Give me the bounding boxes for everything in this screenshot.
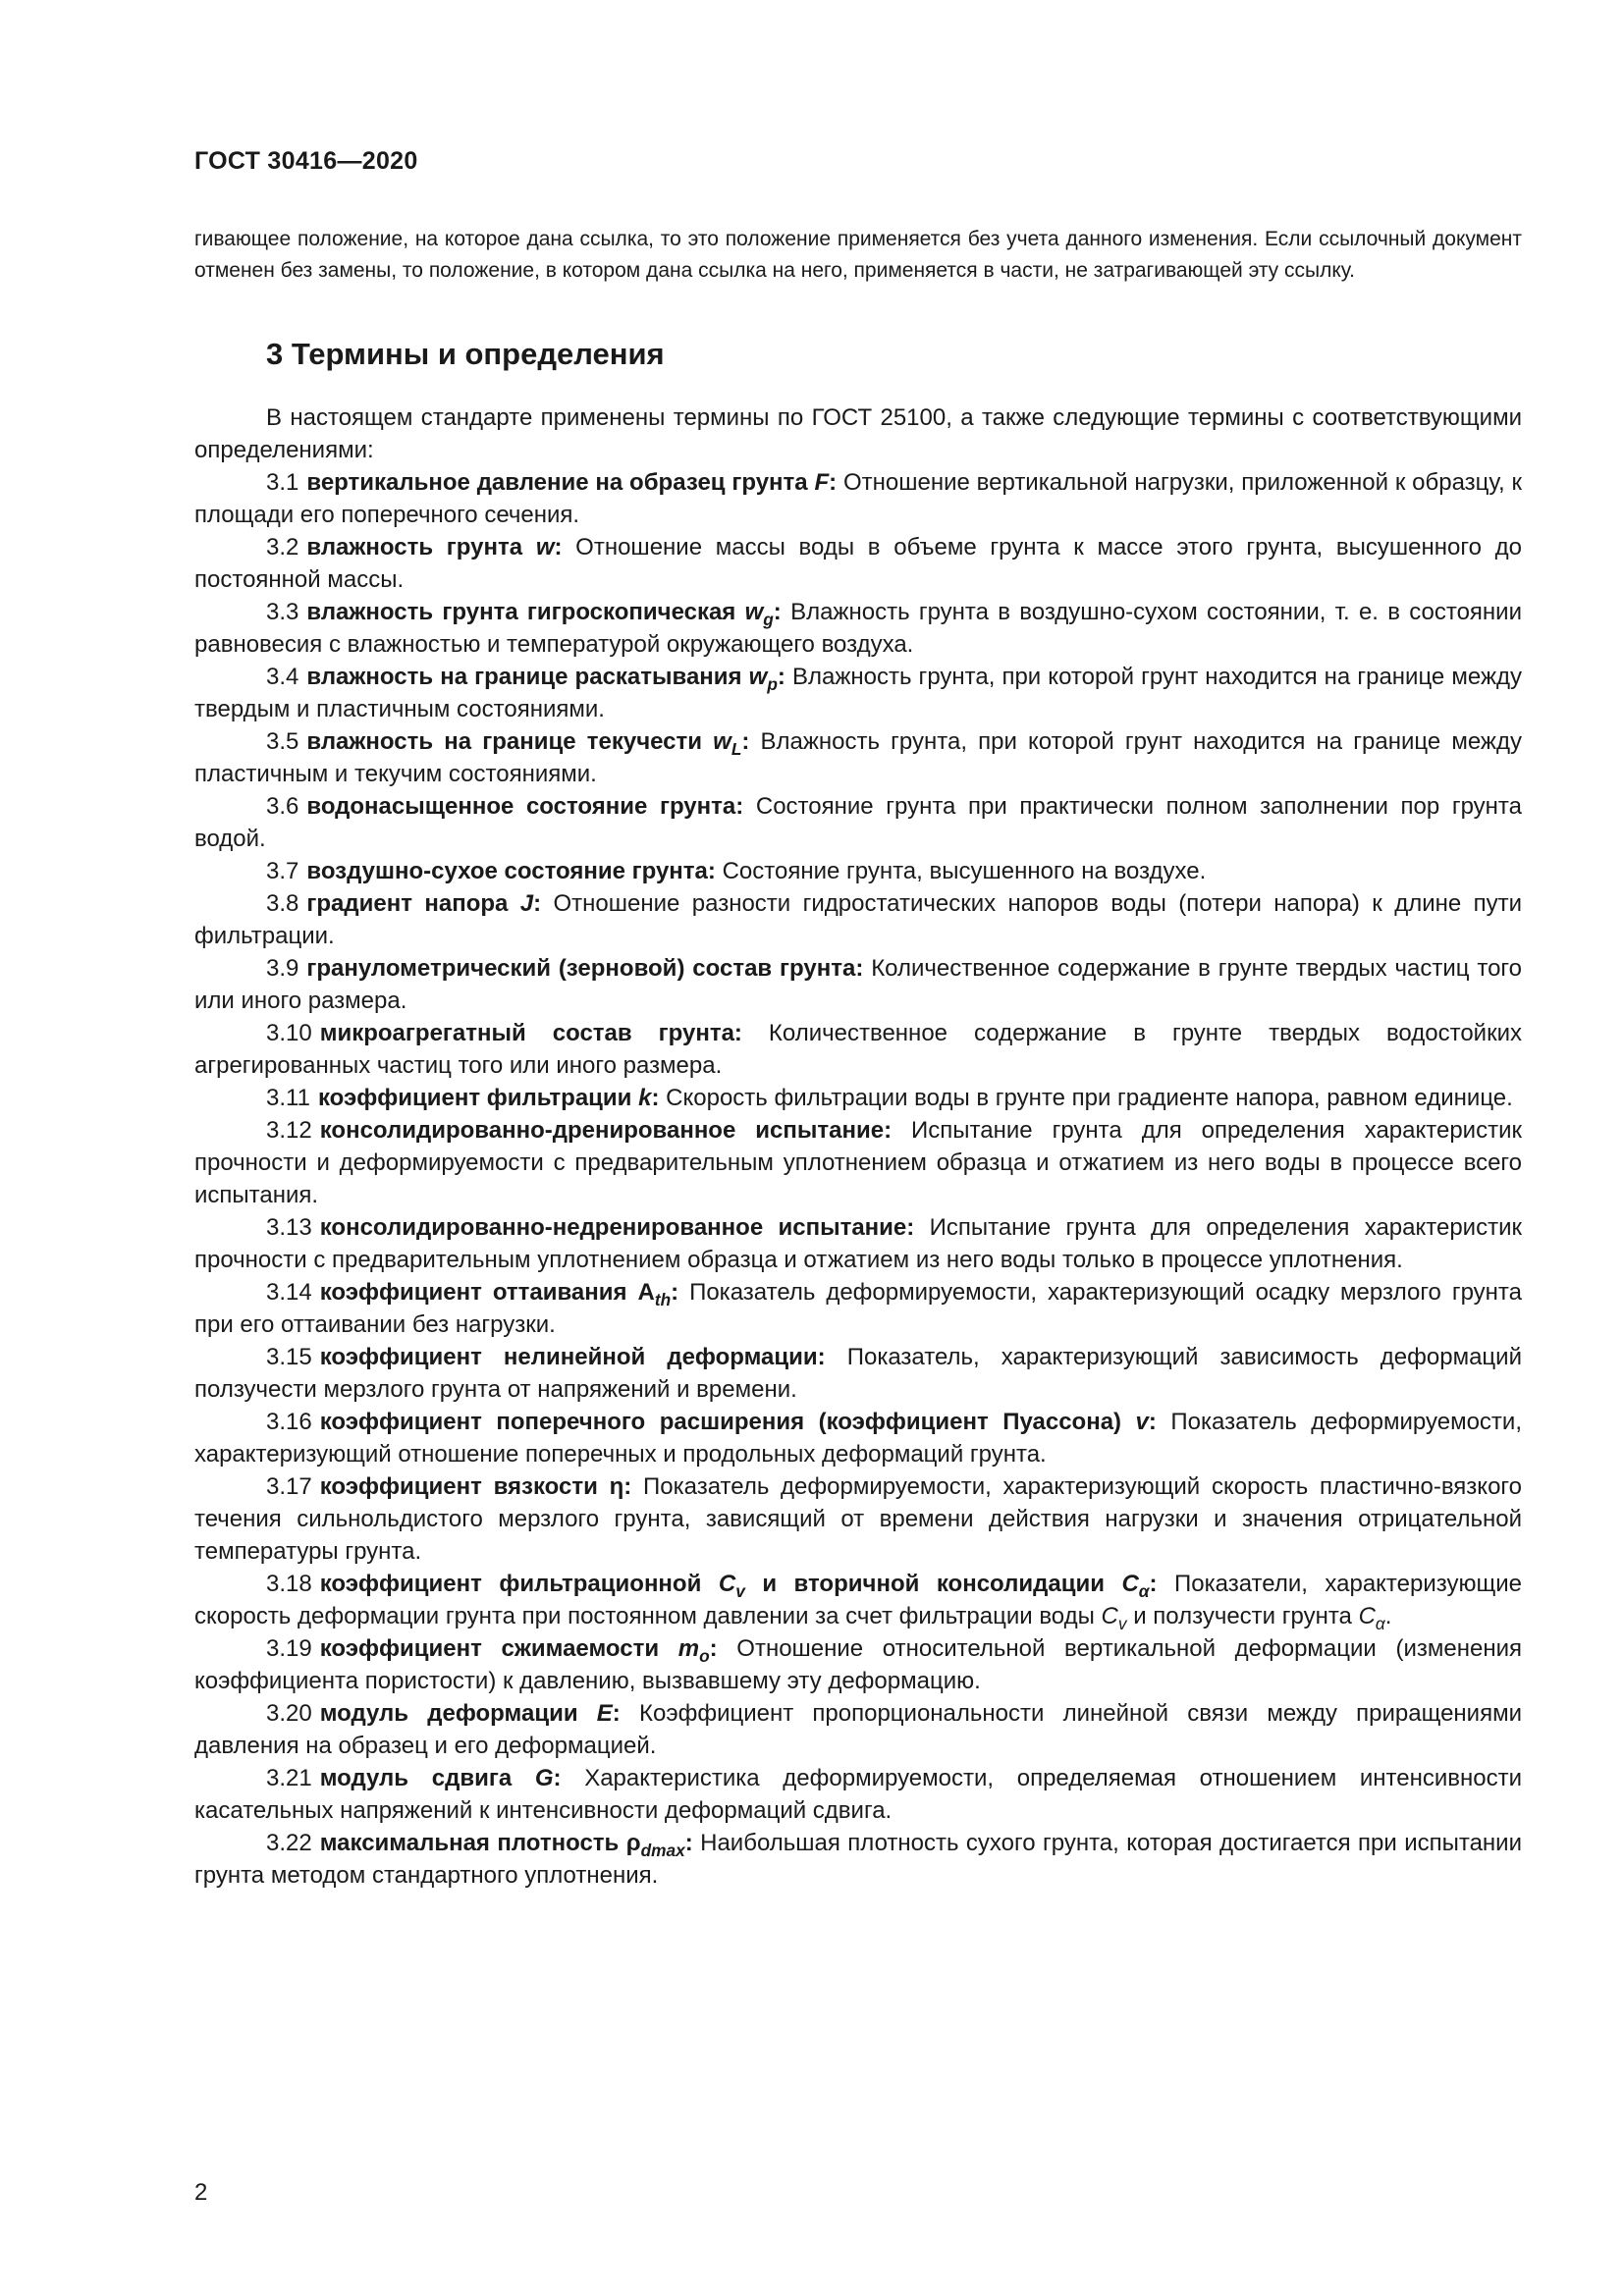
- term-symbol-base: A: [637, 1279, 655, 1306]
- terms-list: [194, 466, 1522, 1892]
- term-number: 3.3: [266, 599, 299, 625]
- term-definition: Коэффициент пропорциональности линейной связи между приращениями давления на образец и его деформацией.: [194, 1700, 1522, 1759]
- term-number: 3.21: [266, 1765, 312, 1791]
- term-3-20: [194, 1697, 1522, 1762]
- term-colon: :: [533, 890, 554, 917]
- term-name: коэффициент вязкости: [319, 1473, 598, 1500]
- term-number: 3.2: [266, 534, 299, 561]
- term-definition: Влажность грунта в воздушно-сухом состоянии, т. е. в состоянии равновесия с влажностью и температурой окружающего воздуха.: [194, 599, 1522, 658]
- term-definition: Состояние грунта при практически полном заполнении пор грунта водой.: [194, 793, 1522, 852]
- term-3-4: [194, 661, 1522, 725]
- term-colon: :: [777, 664, 792, 690]
- inline-symbol: [1358, 1603, 1385, 1634]
- term-3-7: [194, 855, 1522, 887]
- term-number: 3.6: [266, 793, 299, 820]
- term-name: влажность грунта: [306, 534, 523, 561]
- term-number: 3.8: [266, 890, 299, 917]
- term-symbol: [638, 1085, 651, 1111]
- term-definition: Показатель деформируемости, характеризующий осадку мерзлого грунта при его оттаивании без нагрузки.: [194, 1279, 1522, 1338]
- term-definition: Отношение разности гидростатических напоров воды (потери напора) к длине пути фильтрации.: [194, 890, 1522, 949]
- term-colon: :: [612, 1700, 639, 1727]
- inline-symbol-base: C: [1358, 1603, 1376, 1629]
- term-number: 3.20: [266, 1700, 312, 1727]
- term-colon: :: [671, 1279, 690, 1306]
- term-symbol-base: w: [535, 534, 555, 561]
- term-name: консолидированно-дренированное испытание: [319, 1117, 885, 1144]
- term-number: 3.16: [266, 1409, 312, 1435]
- term-name: микроагрегатный состав грунта: [319, 1020, 734, 1046]
- term-definition: Испытание грунта для определения характеристик прочности и деформируемости с предварительным уплотнением образца и отжатием из него воды в процессе всего испытания.: [194, 1117, 1522, 1208]
- page-content: [194, 224, 1522, 1892]
- term-colon: :: [884, 1117, 912, 1144]
- term-name: влажность грунта гигроскопическая: [306, 599, 736, 625]
- definition-text: и ползучести грунта: [1126, 1603, 1359, 1629]
- term-name: модуль деформации: [319, 1700, 578, 1727]
- term-symbol-subscript: o: [699, 1646, 710, 1667]
- term-definition: Влажность грунта, при которой грунт находится на границе между пластичным и текучим состояниями.: [194, 728, 1522, 787]
- term-definition: Показатель деформируемости, характеризующий скорость пластично-вязкого течения сильнольдистого мерзлого грунта, зависящий от времени действия нагрузки и значения отрицательной температуры грунта.: [194, 1473, 1522, 1565]
- term-symbol: [536, 534, 555, 561]
- term-number: 3.19: [266, 1635, 312, 1662]
- term-symbol-second-subscript: α: [1138, 1581, 1150, 1602]
- term-name: коэффициент нелинейной деформации: [319, 1344, 818, 1370]
- term-colon: :: [829, 469, 843, 496]
- term-symbol-base: k: [638, 1085, 652, 1111]
- term-colon: :: [733, 1020, 769, 1046]
- term-name: влажность на границе раскатывания: [306, 664, 742, 690]
- term-symbol: [610, 1473, 624, 1500]
- term-symbol: [597, 1700, 613, 1727]
- term-name: градиент напора: [306, 890, 509, 917]
- term-name: вертикальное давление на образец грунта: [306, 469, 808, 496]
- term-symbol-subscript: dmax: [640, 1841, 685, 1861]
- term-3-18: [194, 1568, 1522, 1632]
- term-symbol: [748, 664, 778, 695]
- term-name: коэффициент фильтрационной: [319, 1571, 702, 1597]
- term-definition: Отношение массы воды в объеме грунта к массе этого грунта, высушенного до постоянной массы.: [194, 534, 1522, 593]
- term-3-11: [194, 1082, 1522, 1114]
- carry-over-paragraph: гивающее положение, на которое дана ссылка, то это положение применяется без учета данного изменения. Если ссылочный документ отменен без замены, то положение, в котором дана ссылка на него, применяется в части, не затрагивающей эту ссылку.: [194, 228, 1522, 282]
- term-symbol-base: w: [744, 599, 764, 625]
- term-3-16: [194, 1406, 1522, 1470]
- term-symbol-base: m: [677, 1635, 700, 1662]
- term-3-14: [194, 1276, 1522, 1341]
- term-symbol-base: G: [534, 1765, 554, 1791]
- term-definition: Характеристика деформируемости, определяемая отношением интенсивности касательных напряжений к интенсивности деформаций сдвига.: [194, 1765, 1523, 1824]
- term-colon: :: [1148, 1409, 1171, 1435]
- term-colon: :: [773, 599, 791, 625]
- inline-symbol-base: C: [1101, 1603, 1118, 1629]
- term-definition: Наибольшая плотность сухого грунта, которая достигается при испытании грунта методом стандартного уплотнения.: [194, 1830, 1522, 1889]
- term-number: 3.1: [266, 469, 299, 496]
- term-colon: :: [817, 1344, 847, 1370]
- term-name: коэффициент поперечного расширения (коэффициент Пуассона): [319, 1409, 1122, 1435]
- term-number: 3.18: [266, 1571, 312, 1597]
- term-number: 3.22: [266, 1830, 312, 1856]
- term-colon: :: [553, 1765, 585, 1791]
- term-number: 3.10: [266, 1020, 312, 1046]
- term-symbol-base: ρ: [625, 1830, 641, 1856]
- term-symbol-base: η: [609, 1473, 624, 1500]
- term-3-10: [194, 1017, 1522, 1082]
- term-name: консолидированно-недренированное испытание: [319, 1214, 907, 1241]
- term-symbol-base: F: [814, 469, 830, 496]
- term-colon: :: [554, 534, 576, 561]
- term-3-9: [194, 952, 1522, 1017]
- inline-symbol-subscript: α: [1375, 1614, 1385, 1634]
- term-definition: Отношение относительной вертикальной деформации (изменения коэффициента пористости) к давлению, вызвавшему эту деформацию.: [194, 1635, 1522, 1694]
- term-symbol: [744, 599, 774, 630]
- definition-text: .: [1384, 1603, 1392, 1629]
- term-definition: Скорость фильтрации воды в грунте при градиенте напора, равном единице.: [666, 1085, 1513, 1111]
- term-3-13: [194, 1211, 1522, 1276]
- term-colon: :: [1149, 1571, 1175, 1597]
- term-colon: :: [741, 728, 761, 755]
- term-definition: Количественное содержание в грунте твердых водостойких агрегированных частиц того или иного размера.: [194, 1020, 1522, 1079]
- term-number: 3.5: [266, 728, 299, 755]
- term-colon: :: [684, 1830, 701, 1856]
- term-name: коэффициент сжимаемости: [319, 1635, 660, 1662]
- term-3-3: [194, 596, 1522, 661]
- term-definition: Показатель деформируемости, характеризующий отношение поперечных и продольных деформаций грунта.: [194, 1409, 1522, 1468]
- term-symbol-base: w: [713, 728, 731, 755]
- term-3-12: [194, 1114, 1522, 1211]
- term-symbol: [713, 728, 742, 760]
- term-definition: Состояние грунта, высушенного на воздухе.: [722, 858, 1207, 884]
- term-symbol: [677, 1635, 710, 1667]
- term-colon: :: [623, 1473, 644, 1500]
- term-colon: :: [906, 1214, 930, 1241]
- term-number: 3.15: [266, 1344, 312, 1370]
- term-number: 3.12: [266, 1117, 312, 1144]
- term-symbol-subscript: th: [654, 1290, 672, 1310]
- term-colon: :: [735, 793, 756, 820]
- section-intro: В настоящем стандарте применены термины по ГОСТ 25100, а также следующие термины с соответствующими определениями:: [194, 404, 1522, 463]
- term-symbol-base: J: [519, 890, 534, 917]
- term-name: максимальная плотность: [319, 1830, 620, 1856]
- term-3-21: [194, 1762, 1522, 1827]
- term-number: 3.17: [266, 1473, 312, 1500]
- term-3-2: [194, 531, 1522, 596]
- term-definition: Испытание грунта для определения характеристик прочности с предварительным уплотнением образца и отжатием из него воды только в процессе уплотнения.: [194, 1214, 1522, 1273]
- term-number: 3.14: [266, 1279, 312, 1306]
- term-colon: :: [707, 858, 723, 884]
- term-definition: Показатель, характеризующий зависимость деформаций ползучести мерзлого грунта от напряжений и времени.: [194, 1344, 1522, 1403]
- term-symbol: [1136, 1409, 1149, 1435]
- term-definition: Количественное содержание в грунте твердых частиц того или иного размера.: [194, 955, 1523, 1014]
- term-name: модуль сдвига: [319, 1765, 513, 1791]
- term-3-22: [194, 1827, 1522, 1892]
- term-symbol-base: C: [718, 1571, 736, 1597]
- term-symbol-base: E: [596, 1700, 613, 1727]
- term-name: коэффициент оттаивания: [319, 1279, 627, 1306]
- term-number: 3.7: [266, 858, 299, 884]
- term-symbol-base: v: [1135, 1409, 1149, 1435]
- term-symbol: [637, 1279, 672, 1310]
- term-symbol-base: w: [748, 664, 768, 690]
- term-3-6: [194, 790, 1522, 855]
- term-3-19: [194, 1632, 1522, 1697]
- term-name: гранулометрический (зерновой) состав грунта: [306, 955, 856, 982]
- term-number: 3.9: [266, 955, 299, 982]
- term-name: коэффициент фильтрации: [317, 1085, 632, 1111]
- term-3-1: [194, 466, 1522, 531]
- term-definition: Отношение вертикальной нагрузки, приложенной к образцу, к площади его поперечного сечения.: [194, 469, 1522, 528]
- term-colon: :: [709, 1635, 737, 1662]
- term-symbol-subscript: p: [767, 674, 778, 695]
- term-definition: Влажность грунта, при которой грунт находится на границе между твердым и пластичным состояниями.: [194, 664, 1522, 722]
- term-name: воздушно-сухое состояние грунта: [306, 858, 708, 884]
- term-symbol-subscript: g: [763, 610, 774, 630]
- section-title: 3 Термины и определения: [266, 337, 665, 371]
- term-symbol: [625, 1830, 685, 1861]
- term-symbol: [520, 890, 533, 917]
- page-number: 2: [194, 2179, 208, 2206]
- term-symbol: [815, 469, 830, 496]
- term-symbol-subscript: v: [735, 1581, 745, 1602]
- term-number: 3.4: [266, 664, 299, 690]
- term-symbol-second: [1121, 1571, 1150, 1602]
- term-symbol-subscript: L: [731, 739, 742, 760]
- term-3-8: [194, 887, 1522, 952]
- term-name-second: и вторичной консолидации: [762, 1571, 1105, 1597]
- term-number: 3.13: [266, 1214, 312, 1241]
- term-3-5: [194, 725, 1522, 790]
- inline-symbol: [1101, 1603, 1127, 1634]
- document-id-header: ГОСТ 30416—2020: [194, 147, 418, 175]
- definition-text: Показатели, характеризующие скорость деформации грунта при постоянном давлении за счет фильтрации воды: [194, 1571, 1522, 1629]
- inline-symbol-subscript: v: [1117, 1614, 1127, 1634]
- term-3-15: [194, 1341, 1522, 1406]
- term-symbol: [535, 1765, 554, 1791]
- term-symbol-second-base: C: [1121, 1571, 1139, 1597]
- term-symbol: [718, 1571, 745, 1602]
- term-colon: :: [855, 955, 872, 982]
- term-name: влажность на границе текучести: [306, 728, 703, 755]
- term-number: 3.11: [266, 1085, 310, 1111]
- term-3-17: [194, 1470, 1522, 1568]
- term-colon: :: [651, 1085, 667, 1111]
- term-name: водонасыщенное состояние грунта: [306, 793, 736, 820]
